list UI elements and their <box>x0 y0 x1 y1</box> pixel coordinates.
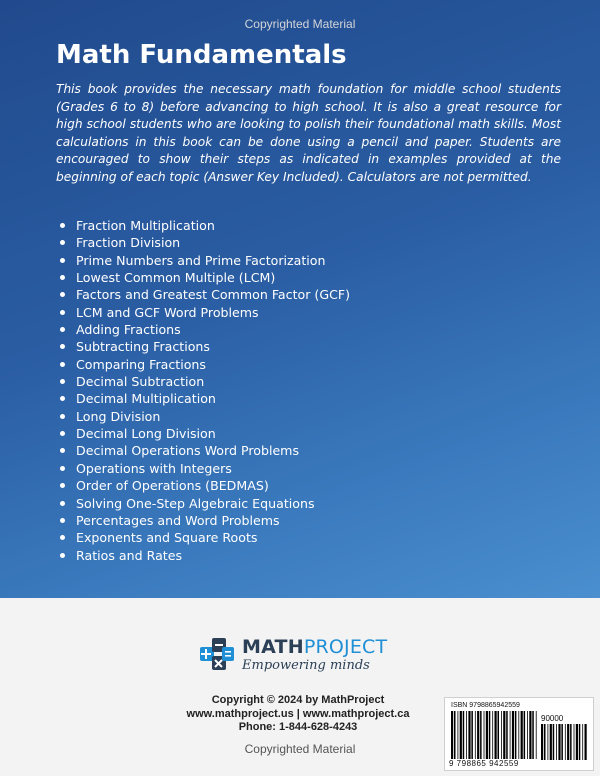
topic-item: Order of Operations (BEDMAS) <box>58 477 350 494</box>
website-links: www.mathproject.us | www.mathproject.ca <box>186 707 410 720</box>
isbn-digits: 9 798865 942559 <box>449 759 519 768</box>
isbn-barcode <box>444 697 594 771</box>
topic-item: Comparing Fractions <box>58 356 350 373</box>
publisher-info <box>168 694 428 735</box>
topic-item: Fraction Multiplication <box>58 217 350 234</box>
topic-item: Ratios and Rates <box>58 547 350 564</box>
topic-item: Long Division <box>58 408 350 425</box>
topic-item: Solving One-Step Algebraic Equations <box>58 495 350 512</box>
brand-tagline: Empowering minds <box>242 658 370 673</box>
math-operators-icon <box>200 638 234 672</box>
topic-item: Decimal Long Division <box>58 425 350 442</box>
topic-list <box>58 217 350 564</box>
copyright-watermark-bottom: Copyrighted Material <box>244 742 356 756</box>
mathproject-logo <box>200 636 400 676</box>
topic-item: Factors and Greatest Common Factor (GCF) <box>58 286 350 303</box>
topic-item: Operations with Integers <box>58 460 350 477</box>
copyright-line: Copyright © 2024 by MathProject <box>211 694 385 706</box>
topic-item: Lowest Common Multiple (LCM) <box>58 269 350 286</box>
book-description: This book provides the necessary math foundation for middle school students (Grades 6 to 8) before advancing to high school. It is also a great resource for high school students who are looking to polish their foundational math skills. Most calculations in this book can be done using a pencil and paper. Students are encouraged to show their steps as indicated in examples provided at the beginning of each topic (Answer Key Included). Calculators are not permitted. <box>56 82 561 184</box>
topic-item: Subtracting Fractions <box>58 338 350 355</box>
topic-item: Exponents and Square Roots <box>58 529 350 546</box>
topic-item: Fraction Division <box>58 234 350 251</box>
topic-item: Decimal Operations Word Problems <box>58 442 350 459</box>
brand-project: PROJECT <box>303 636 388 658</box>
copyright-watermark-top: Copyrighted Material <box>244 17 356 31</box>
topic-item: Decimal Multiplication <box>58 390 350 407</box>
topic-item: Prime Numbers and Prime Factorization <box>58 252 350 269</box>
brand-name <box>242 636 387 658</box>
price-code: 90000 <box>541 714 564 723</box>
brand-math: MATH <box>242 636 304 658</box>
topic-item: LCM and GCF Word Problems <box>58 304 350 321</box>
book-title: Math Fundamentals <box>56 40 347 70</box>
topic-item: Percentages and Word Problems <box>58 512 350 529</box>
topic-item: Decimal Subtraction <box>58 373 350 390</box>
topic-item: Adding Fractions <box>58 321 350 338</box>
isbn-label: ISBN 9798865942559 <box>451 702 520 709</box>
phone-number: Phone: 1-844-628-4243 <box>238 721 358 733</box>
